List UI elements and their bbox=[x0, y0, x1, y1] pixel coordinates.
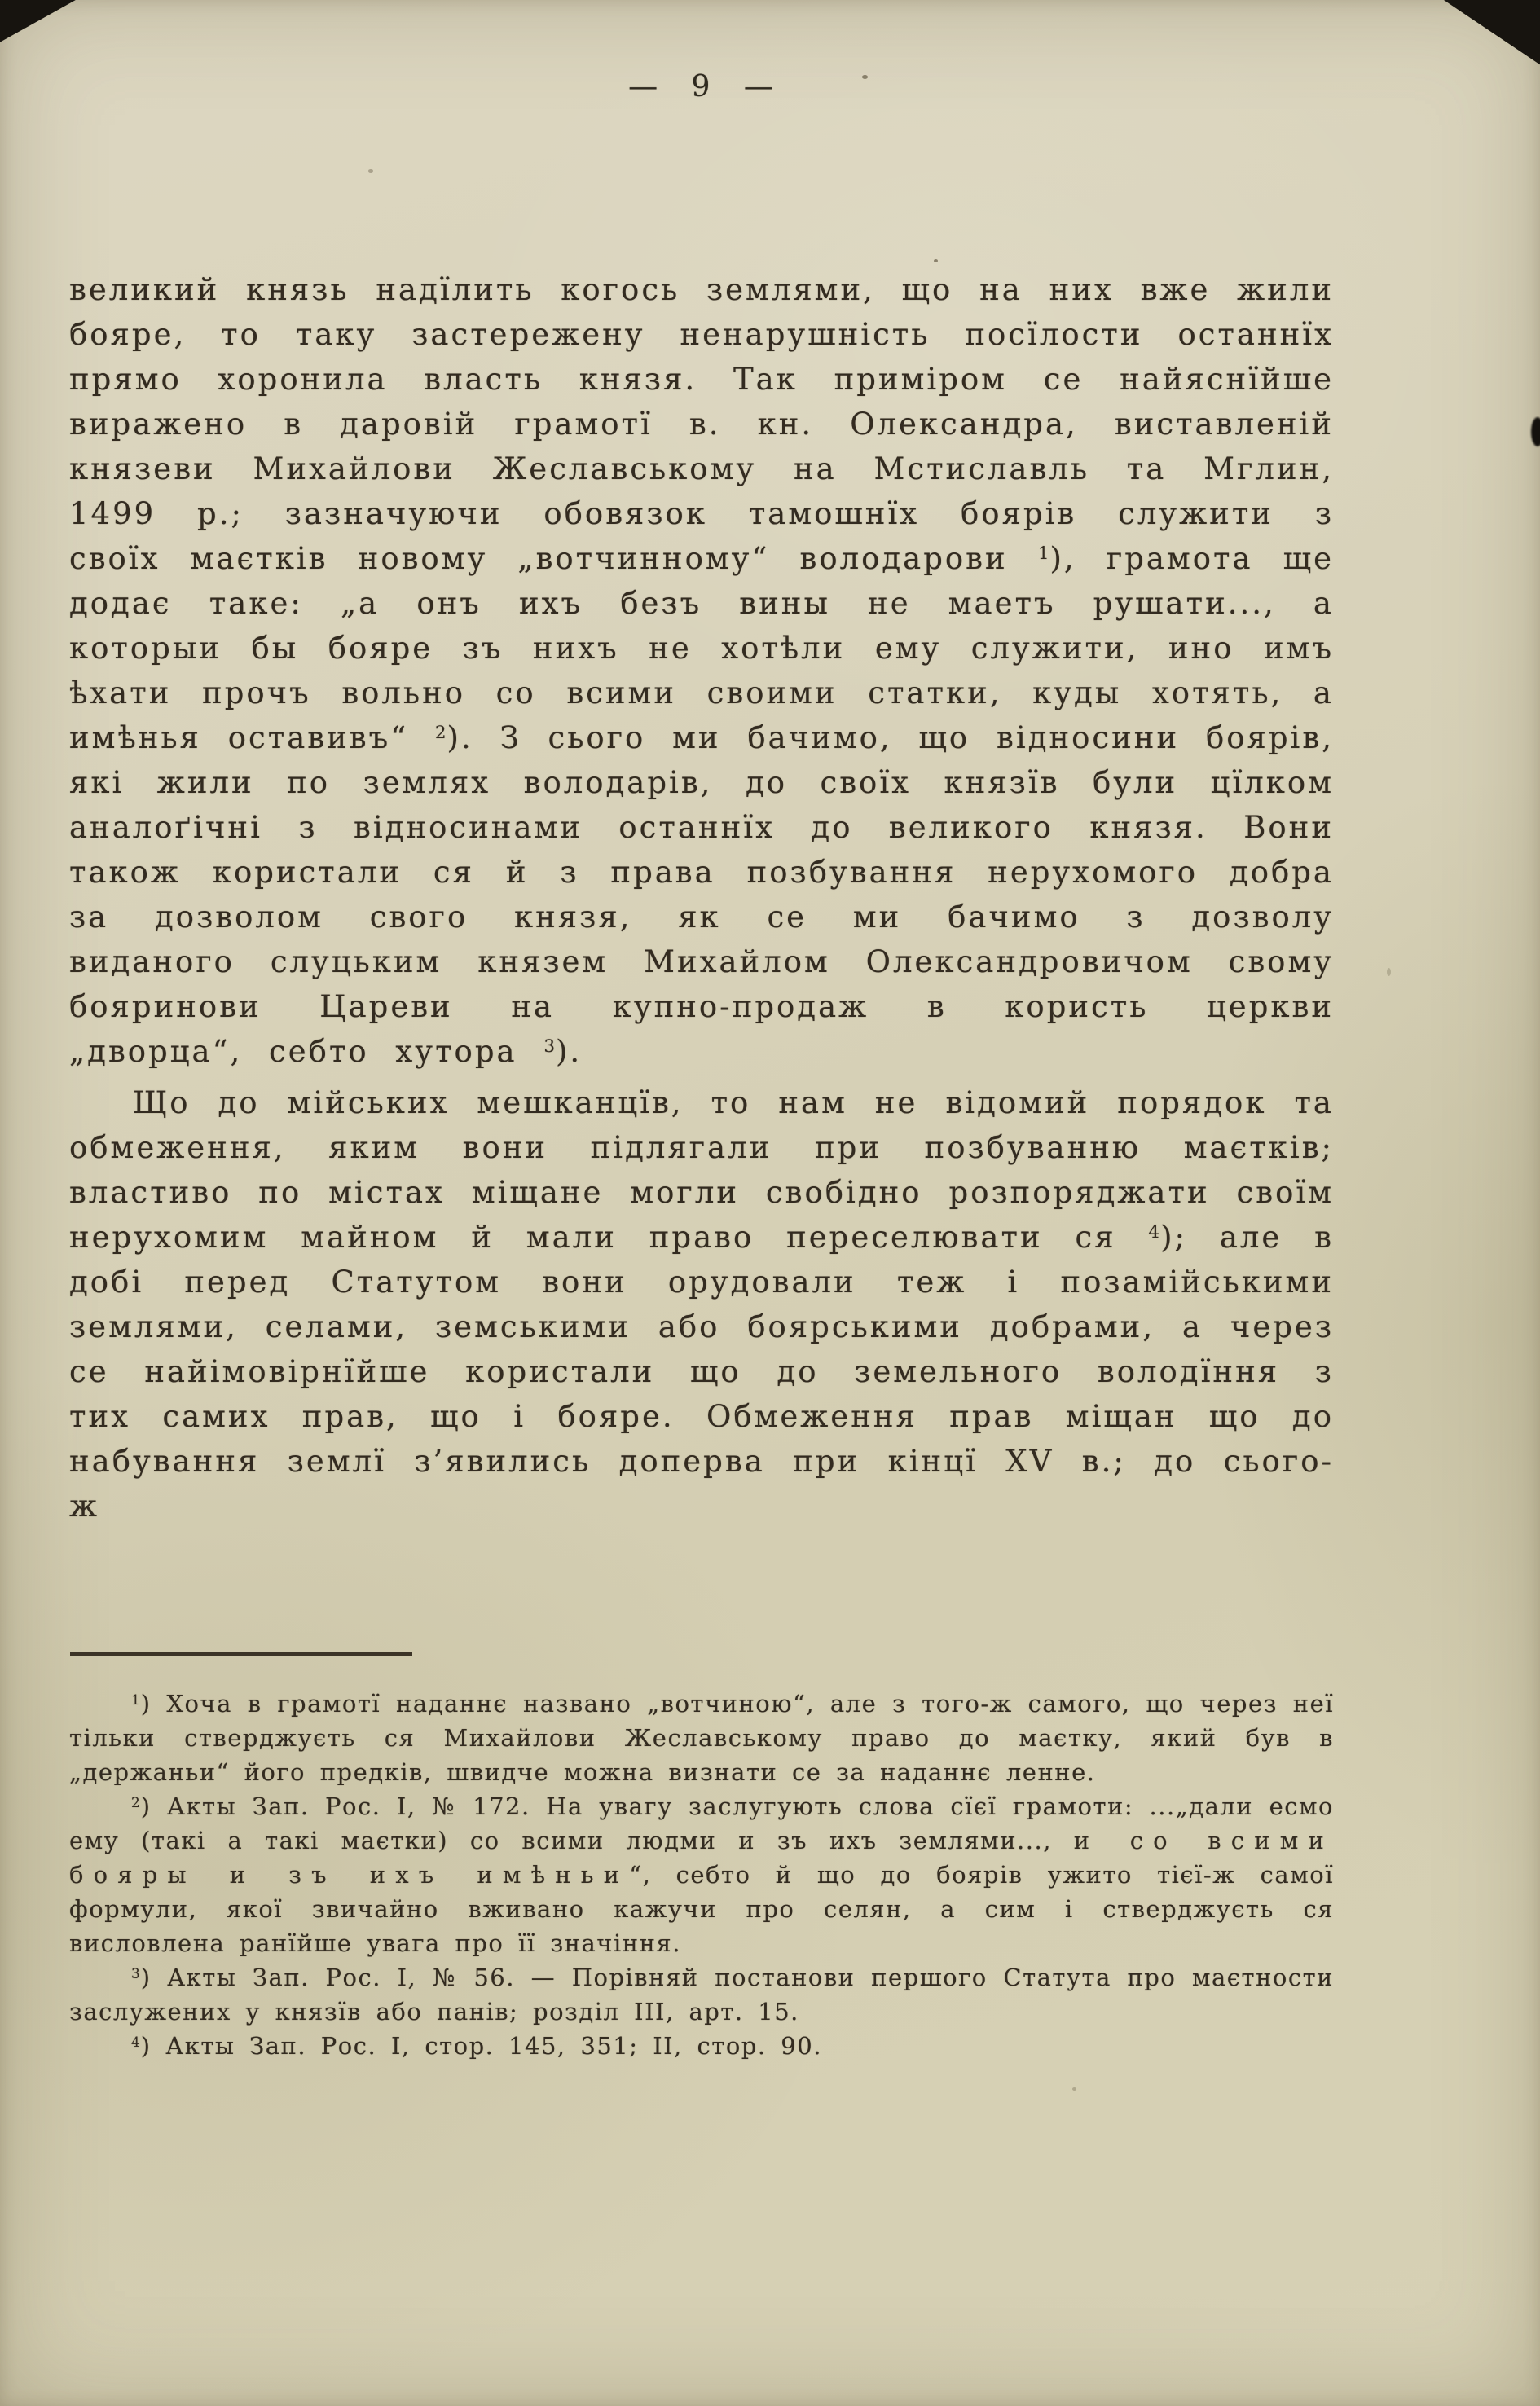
scan-speck bbox=[1072, 2087, 1076, 2091]
footnote-ref-superscript: 1 bbox=[131, 1691, 141, 1708]
scan-artifact-top-right-corner bbox=[1439, 0, 1540, 67]
footnote-ref-superscript: 2 bbox=[434, 723, 447, 744]
scan-artifact-top-left-corner bbox=[0, 0, 81, 44]
footnote-ref-superscript: 1 bbox=[1037, 543, 1050, 565]
footnote-ref-superscript: 4 bbox=[1148, 1222, 1161, 1243]
body-text-block bbox=[69, 267, 1334, 1528]
scan-speck bbox=[934, 259, 938, 262]
footnote-item: $^2$) Акты Зап. Рос. I, № 172. На увагу заслугують слова сїєї грамоти: ...„дали есмо ему (такі а такі маєтки) со всими людми и зъ ихъ землями..., и со всими бояры и зъ ихъ имѣньи“, себто й що до боярів ужито тієї-ж самої формули, якої звичайно вживано кажучи про селян, а сим і стверджуєть ся висловлена ранїйше увага про її значіння. bbox=[69, 1792, 1335, 1957]
scan-speck bbox=[368, 169, 373, 173]
footnote-ref-superscript: 3 bbox=[543, 1036, 556, 1058]
footnote-item: $^4$) Акты Зап. Рос. I, стор. 145, 351; II, стор. 90. bbox=[131, 2032, 822, 2060]
footnote-item: $^1$) Хоча в грамотї наданнє названо „вотчиною“, але з того-ж самого, що через неї тільки стверджуєть ся Михайлови Жеславському право до маєтку, який був в „держаньи“ його предків, швидче можна визнати се за наданнє ленне. bbox=[69, 1690, 1334, 1786]
footnote-item: $^3$) Акты Зап. Рос. I, № 56. — Порівняй постанови першого Статута про маєтности заслужених у князїв або панів; розділ III, арт. 15. bbox=[69, 1964, 1334, 2026]
footnote-separator-rule bbox=[70, 1652, 412, 1656]
footnote-ref-superscript: 3 bbox=[131, 1964, 141, 1982]
footnote-ref-superscript: 4 bbox=[131, 2033, 141, 2050]
body-paragraph: Що до мійських мешканцїв, то нам не відомий порядок та обмеження, яким вони підлягали при позбуванню маєтків; властиво по містах міщане могли свобідно розпоряджати своїм нерухомим майном й мали право переселювати ся $^4$); але в добі перед Статутом вони орудовали теж і позамійськими землями, селами, земськими або боярськими добрами, а через се найімовірнїйше користали що до земельного володїння з тих самих прав, що і бояре. Обмеження прав міщан що до набування землї з’явились доперва при кінцї XV в.; до сього-ж bbox=[69, 1085, 1334, 1524]
page-number: — 9 — bbox=[628, 70, 775, 103]
scan-artifact-right-edge-mark bbox=[1531, 417, 1540, 446]
scan-speck bbox=[1387, 968, 1391, 976]
body-paragraph: великий князь надїлить когось землями, що на них вже жили бояре, то таку застережену ненарушність посїлости останнїх прямо хоронила власть князя. Так приміром се найяснїйше виражено в даровій грамотї в. кн. Олександра, виставленій князеви Михайлови Жеславському на Мстиславль та Мглин, 1499 р.; зазначуючи обовязок тамошнїх боярів служити з своїх маєтків новому „вотчинному“ володарови $^1$), грамота ще додає таке: „а онъ ихъ безъ вины не маетъ рушати..., а которыи бы бояре зъ нихъ не хотѣли ему служити, ино имъ ѣхати прочъ вольно со всими своими статки, куды хотять, а имѣнья оставивъ“ $^2$). З сього ми бачимо, що відносини боярів, які жили по землях володарів, до своїх князїв були цїлком аналоґічні з відносинами останнїх до великого князя. Вони також користали ся й з права позбування нерухомого добра за дозволом свого князя, як се ми бачимо з дозволу виданого слуцьким князем Михайлом Олександровичом свому бояринови Цареви на купно-продаж в користь церкви „дворца“, себто хутора $^3$). bbox=[69, 272, 1334, 1069]
footnote-ref-superscript: 2 bbox=[131, 1793, 141, 1810]
footnotes-block bbox=[69, 1687, 1334, 2063]
letterspaced-emphasis: и со всими бояры и зъ ихъ имѣньи bbox=[69, 1827, 1334, 1889]
